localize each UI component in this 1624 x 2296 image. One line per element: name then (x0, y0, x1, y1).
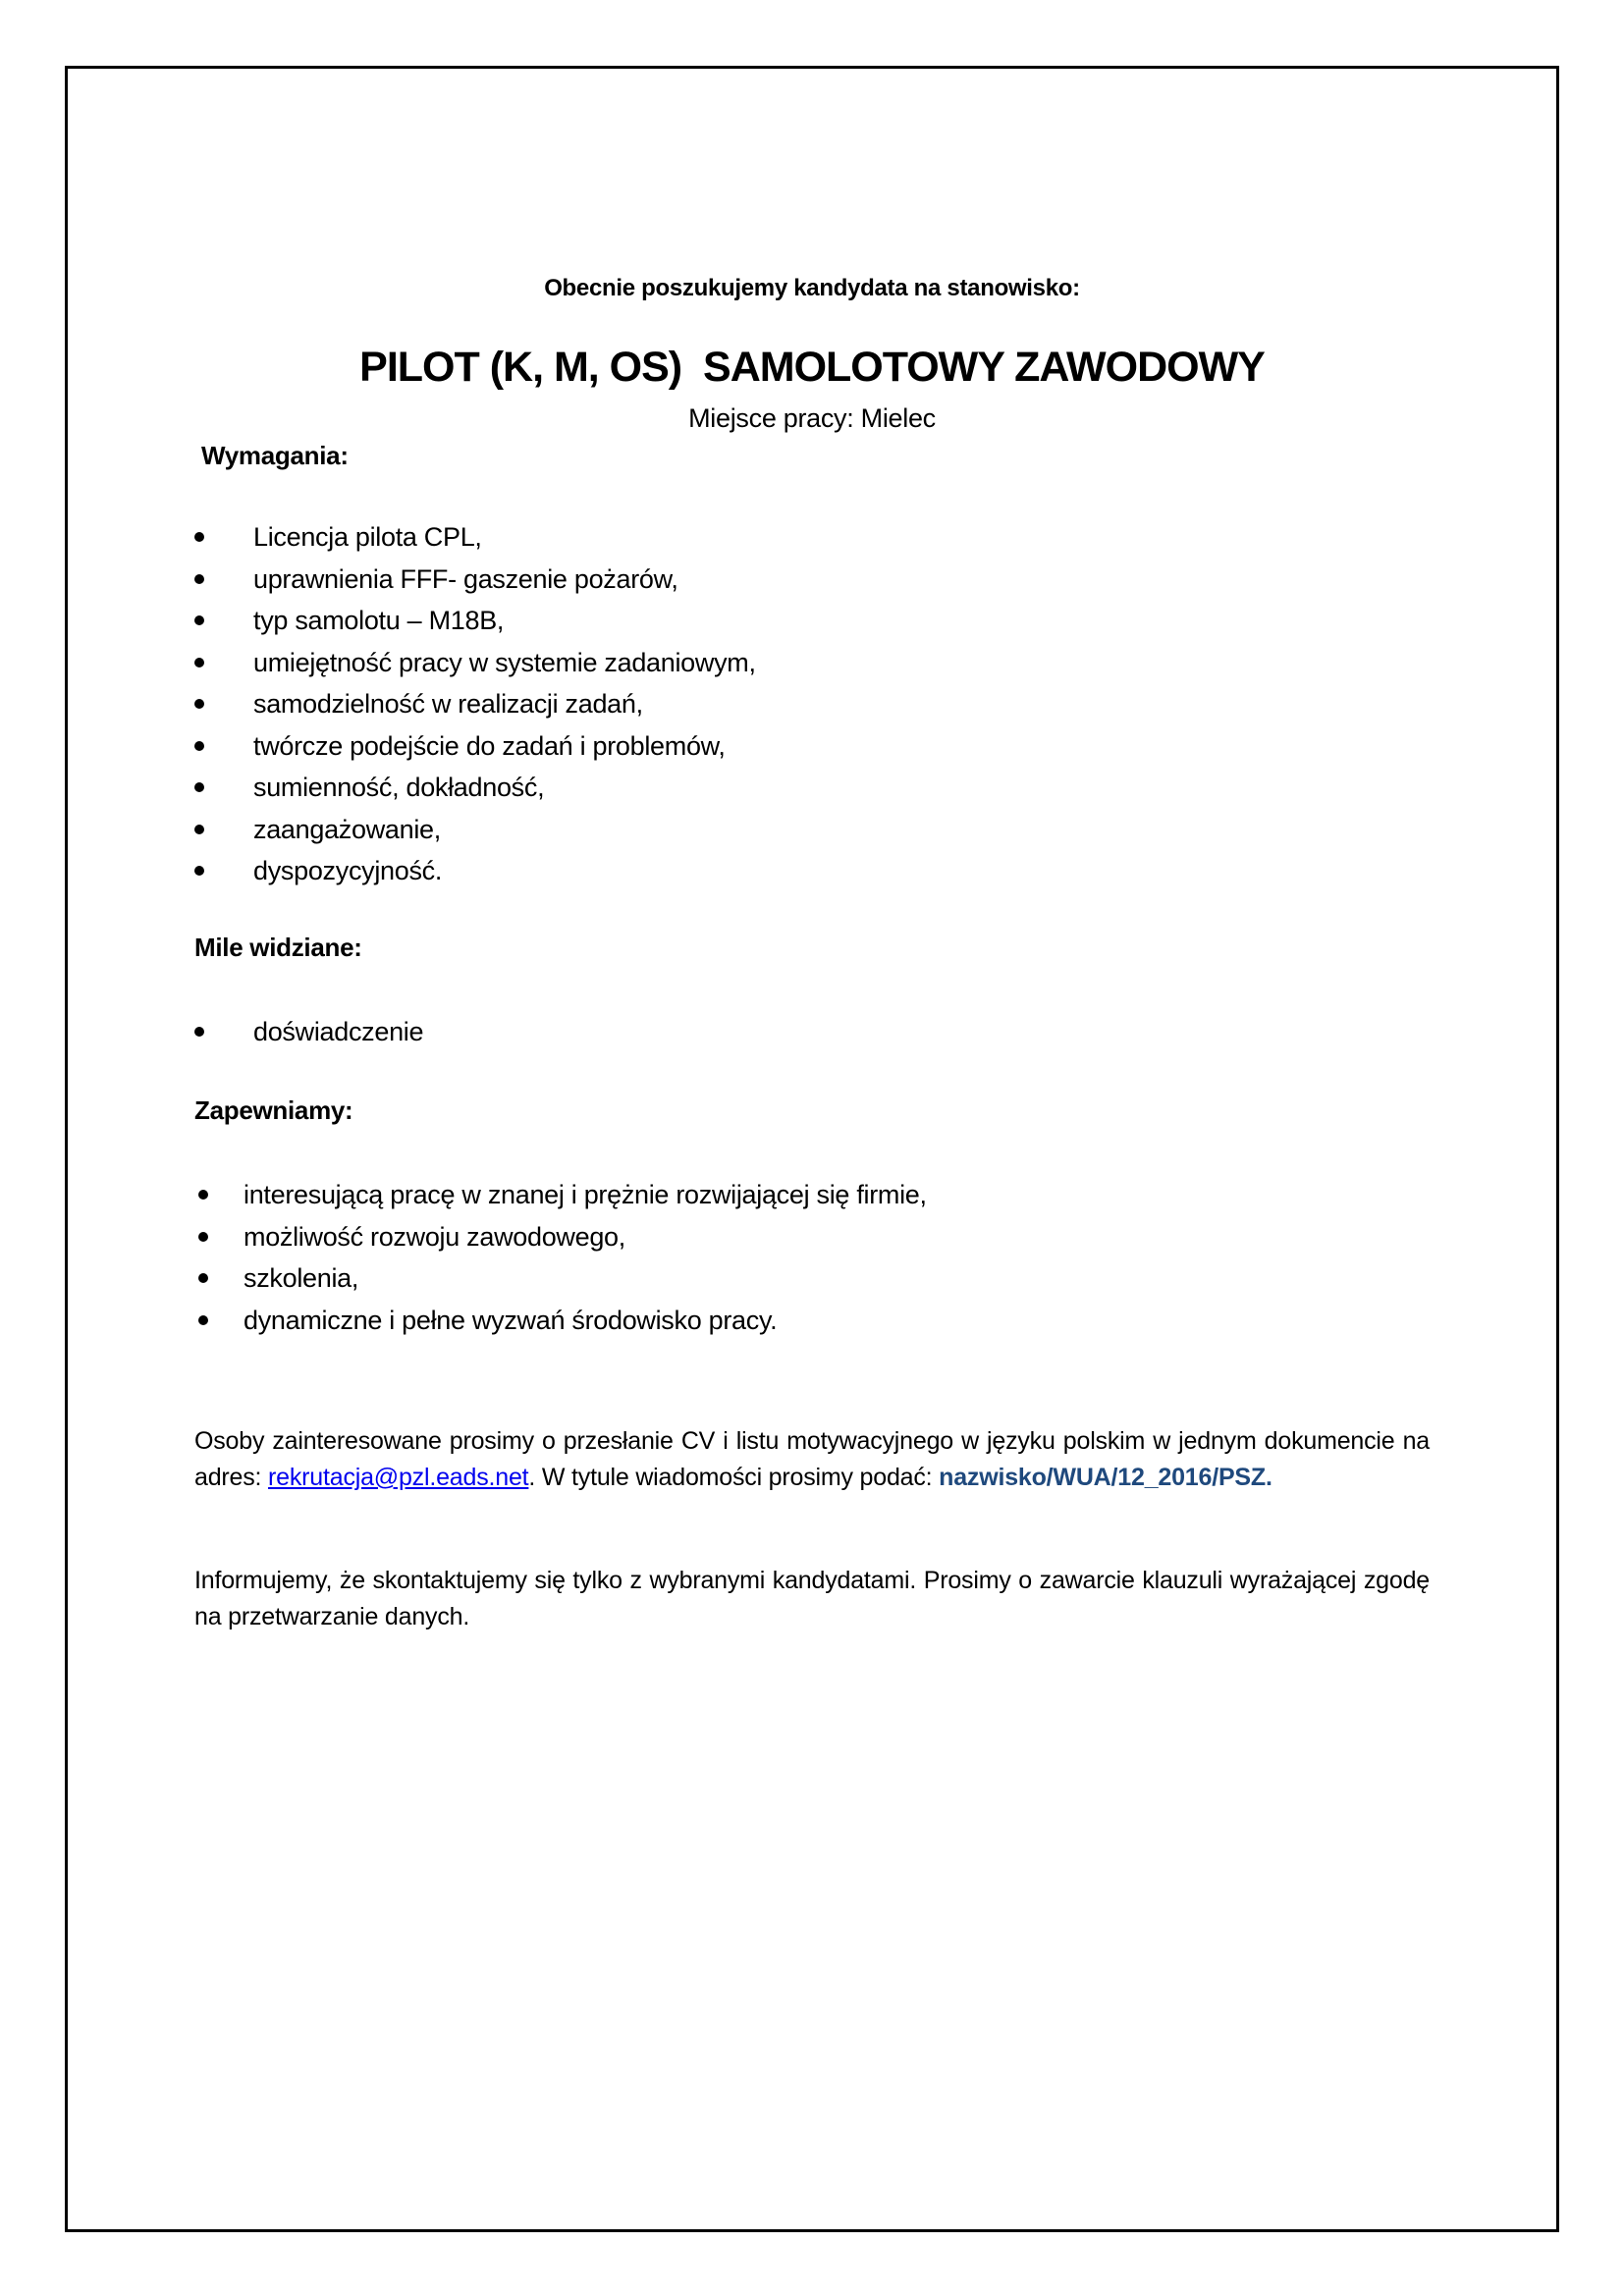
bullet-icon (194, 741, 204, 751)
bullet-icon (194, 866, 204, 876)
nice-to-have-heading: Mile widziane: (194, 933, 362, 962)
bullet-icon (198, 1273, 208, 1283)
bullet-icon (194, 699, 204, 709)
bullet-icon (194, 615, 204, 625)
bullet-icon (194, 782, 204, 792)
application-instructions (194, 1423, 1430, 1496)
reference-code: nazwisko/WUA/12_2016/PSZ. (939, 1464, 1272, 1491)
bullet-icon (198, 1232, 208, 1242)
bullet-icon (194, 1027, 204, 1037)
bullet-icon (198, 1190, 208, 1200)
requirements-heading: Wymagania: (201, 441, 349, 470)
application-text-subject: . W tytule wiadomości prosimy podać: (528, 1464, 940, 1491)
we-offer-heading: Zapewniamy: (194, 1095, 353, 1125)
email-link[interactable]: rekrutacja@pzl.eads.net (268, 1464, 529, 1491)
bullet-icon (194, 574, 204, 584)
job-title: PILOT (K, M, OS) SAMOLOTOWY ZAWODOWY (359, 344, 1265, 391)
bullet-icon (194, 825, 204, 834)
data-processing-notice: Informujemy, że skontaktujemy się tylko z wybranymi kandydatami. Prosimy o zawarcie klauzuli wyrażającej zgodę na przetwarzanie danych. (194, 1567, 1430, 1630)
job-location: Miejsce pracy: Mielec (688, 403, 936, 433)
bullet-icon (198, 1315, 208, 1325)
intro-subtitle: Obecnie poszukujemy kandydata na stanowisko: (544, 275, 1080, 301)
bullet-icon (194, 532, 204, 542)
bullet-icon (194, 658, 204, 667)
application-text-intro: Osoby zainteresowane prosimy o przesłanie CV i listu motywacyjnego w języku polskim w jednym dokumencie na adres: (194, 1427, 1430, 1491)
